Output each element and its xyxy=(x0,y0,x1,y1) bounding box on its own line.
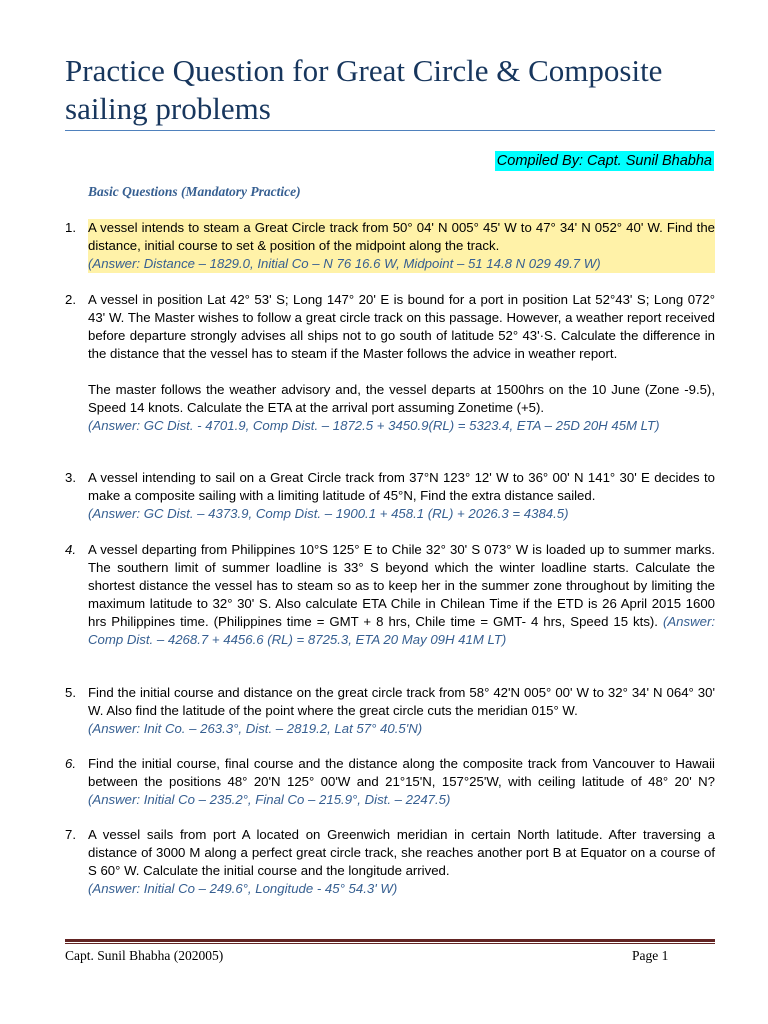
compiled-by: Compiled By: Capt. Sunil Bhabha xyxy=(496,153,712,169)
question-text: Find the initial course and distance on the great circle track from 58° 42'N 005° 00' W to 32° 34' N 064° 30' W. Also find the latitude of the point where the great circle cuts the meridian 015° W. xyxy=(88,685,715,718)
section-heading: Basic Questions (Mandatory Practice) xyxy=(88,184,301,199)
question-number: 3. xyxy=(65,470,76,485)
question-answer: (Answer: Init Co. – 263.3°, Dist. – 2819.2, Lat 57° 40.5'N) xyxy=(88,721,423,736)
question-number: 6. xyxy=(65,756,76,771)
question-6 xyxy=(65,755,715,809)
question-answer: (Answer: Initial Co – 249.6°, Longitude - 45° 54.3' W) xyxy=(88,881,398,896)
footer-divider xyxy=(65,939,715,942)
question-3 xyxy=(65,469,715,523)
question-answer: (Answer: Comp Dist. – 4268.7 + 4456.6 (RL) = 8725.3, ETA 20 May 09H 41M LT) xyxy=(88,614,715,647)
title-divider xyxy=(65,130,715,131)
question-number: 4. xyxy=(65,542,76,557)
question-5 xyxy=(65,684,715,738)
question-answer: (Answer: Distance – 1829.0, Initial Co – N 76 16.6 W, Midpoint – 51 14.8 N 029 49.7 W) xyxy=(88,255,715,273)
question-text: Find the initial course, final course and the distance along the composite track from Vancouver to Hawaii between the positions 48° 20'N 125° 00'W and 21°15'N, 157°25'W, with ceiling latitude of 48° 20' N? xyxy=(88,756,715,789)
page-title: Practice Question for Great Circle & Composite sailing problems xyxy=(65,53,663,126)
question-4 xyxy=(65,541,715,649)
question-text: A vessel sails from port A located on Greenwich meridian in certain North latitude. After traversing a distance of 3000 M along a perfect great circle track, she reaches another port B at Equator on a course of S 60° W. Calculate the initial course and the longitude arrived. xyxy=(88,827,715,878)
question-number: 7. xyxy=(65,827,76,842)
question-answer: (Answer: GC Dist. - 4701.9, Comp Dist. – 1872.5 + 3450.9(RL) = 5323.4, ETA – 25D 20H 45M LT) xyxy=(88,418,660,433)
question-text: A vessel intending to sail on a Great Circle track from 37°N 123° 12' W to 36° 00' N 141° 30' E decides to make a composite sailing with a limiting latitude of 45°N, Find the extra distance sailed. xyxy=(88,470,715,503)
page-number: Page 1 xyxy=(632,948,669,963)
question-text: A vessel intends to steam a Great Circle track from 50° 04' N 005° 45' W to 47° 34' N 052° 40' W. Find the distance, initial course to set & position of the midpoint along the track. xyxy=(88,220,715,253)
question-text-continued: The master follows the weather advisory and, the vessel departs at 1500hrs on the 10 June (Zone -9.5), Speed 14 knots. Calculate the ETA at the arrival port assuming Zonetime (+5). xyxy=(88,382,715,415)
footer-divider-thin xyxy=(65,943,715,944)
question-2 xyxy=(65,291,715,435)
question-number: 2. xyxy=(65,292,76,307)
question-answer: (Answer: GC Dist. – 4373.9, Comp Dist. – 1900.1 + 458.1 (RL) + 2026.3 = 4384.5) xyxy=(88,506,569,521)
question-number: 5. xyxy=(65,685,76,700)
question-answer: (Answer: Initial Co – 235.2°, Final Co – 215.9°, Dist. – 2247.5) xyxy=(88,792,451,807)
question-text: A vessel departing from Philippines 10°S 125° E to Chile 32° 30' S 073° W is loaded up to summer marks. The southern limit of summer loadline is 33° S beyond which the winter loadline starts. Calculate the shortest distance the vessel has to steam so as to keep her in the summer zone throughout by limiting the maximum latitude to 32° 30' S. Also calculate ETA Chile in Chilean Time if the ETD is 26 April 2015 1600 hrs Philippines time. (Philippines time = GMT + 8 hrs, Chile time = GMT- 4 hrs, Speed 15 kts). xyxy=(88,542,715,629)
footer-author: Capt. Sunil Bhabha (202005) xyxy=(65,948,224,963)
question-text: A vessel in position Lat 42° 53' S; Long 147° 20' E is bound for a port in position Lat 52°43' S; Long 072° 43' W. The Master wishes to follow a great circle track on this passage. However, a weather report received before departure strongly advises all ships not to go south of latitude 52° 43'·S. Calculate the difference in the distance that the vessel has to steam if the Master follows the advice in weather report. xyxy=(88,292,715,361)
question-number: 1. xyxy=(65,220,76,235)
question-7 xyxy=(65,826,715,898)
question-1 xyxy=(65,219,715,273)
